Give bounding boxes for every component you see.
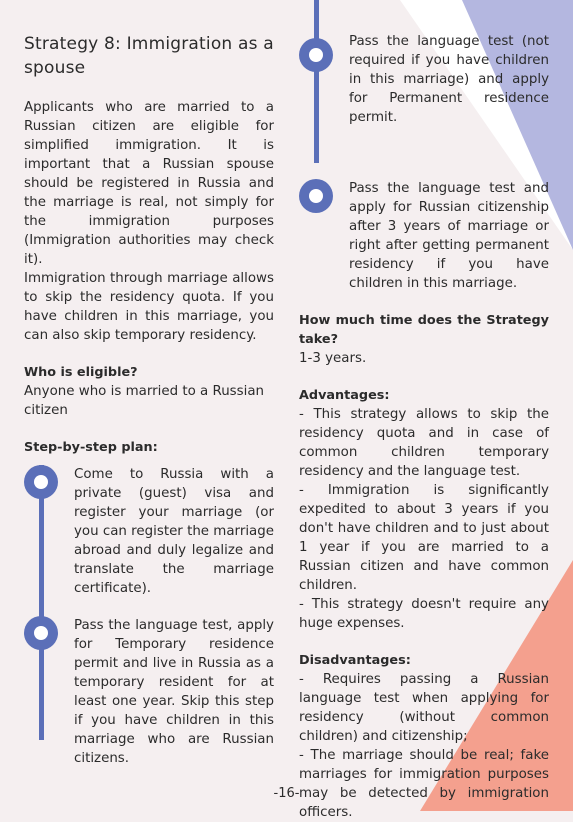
intro-paragraph-2: Immigration through marriage allows to skip the residency quota. If you have children in this marriage, you can also skip temporary residency. [24,271,274,343]
right-column [299,32,549,822]
step-text: Pass the language test (not required if you have children in this marriage) and apply for Permanent residence permit. [349,34,549,125]
page-number: -16- [273,786,300,801]
step-item [299,32,549,127]
step-text: Pass the language test, apply for Temporary residence permit and live in Russia as a temporary resident for at least one year. Skip this step if you have children in this marriage who are Russian citizens. [74,618,274,766]
advantage-item: - This strategy doesn't require any huge expenses. [299,597,549,631]
disadvantages-heading: Disadvantages: [299,653,411,668]
step-item [24,465,274,598]
page-title: Strategy 8: Immigration as a spouse [24,34,274,78]
intro-paragraph: Applicants who are married to a Russian citizen are eligible for simplified immigration. It is important that a Russian spouse should be registered in Russia and the marriage is real, not simply for the immigration purposes (Immigration authorities may check it). [24,100,274,267]
eligible-heading: Who is eligible? [24,365,138,380]
step-marker-icon [299,179,333,213]
advantage-item: - This strategy allows to skip the residency quota and in case of common children temporary residency and the language test. [299,407,549,479]
disadvantage-item: - Requires passing a Russian language test when applying for residency (without common children) and citizenship; [299,672,549,744]
disadvantage-item: - The marriage should be real; fake marriages for immigration purposes may be detected by immigration officers. [299,748,549,820]
advantages-heading: Advantages: [299,388,390,403]
timeline-right [299,32,549,293]
step-marker-icon [24,616,58,650]
step-text: Pass the language test and apply for Russian citizenship after 3 years of marriage or right after getting permanent residency if you have children in this marriage. [349,181,549,291]
plan-heading: Step-by-step plan: [24,440,158,455]
step-marker-icon [299,38,333,72]
time-text: 1-3 years. [299,351,367,366]
left-column [24,32,274,768]
step-item [24,616,274,768]
advantage-item: - Immigration is significantly expedited to about 3 years if you don't have children and to just about 1 year if you are married to a Russian citizen and have common children. [299,483,549,593]
step-item [299,179,549,293]
time-heading: How much time does the Strategy take? [299,313,549,347]
step-text: Come to Russia with a private (guest) visa and register your marriage (or you can register the marriage abroad and duly legalize and translate the marriage certificate). [74,467,274,596]
eligible-text: Anyone who is married to a Russian citizen [24,384,265,418]
step-marker-icon [24,465,58,499]
timeline-left [24,465,274,768]
